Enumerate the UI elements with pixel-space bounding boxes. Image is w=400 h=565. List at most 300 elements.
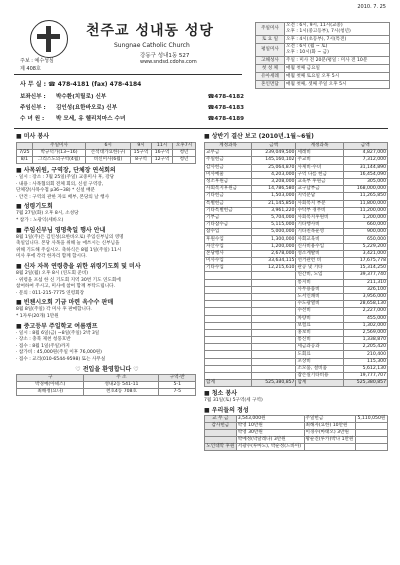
- table-cell: 455,000: [343, 315, 388, 322]
- table-cell: 16구역: [152, 150, 173, 157]
- table-cell: [205, 286, 252, 293]
- table-cell: [205, 322, 252, 329]
- meeting-body: [16, 175, 198, 201]
- table-cell: 박예정(막달레나) 3만원: [236, 436, 304, 443]
- text-line: · 접수 : 8월 1일(주일)까지: [16, 343, 70, 349]
- staff-name: 김인성(요한바오로) 신부: [56, 105, 118, 111]
- text-line: * 1자루(20개) 1만원: [16, 313, 59, 319]
- text-line: 단체장(사목수첩 p36~38) * 신설 배분: [16, 188, 95, 194]
- finance-table: [204, 142, 388, 387]
- schedule-label: 평일미사: [256, 44, 285, 57]
- table-cell: 4,827,000: [343, 150, 388, 157]
- staff-role: 수 녀 원 :: [20, 116, 45, 122]
- table-cell: 15,314,250: [343, 265, 388, 272]
- table-row: [205, 329, 388, 336]
- table-cell: 수선비: [296, 308, 343, 315]
- table-cell: 감사헌금: [205, 164, 252, 171]
- church-website[interactable]: www.sndsd.cdohs.com: [140, 59, 197, 65]
- issue-date: 2010. 7. 25: [357, 4, 386, 10]
- table-cell: 525,380,857: [252, 380, 296, 387]
- table-row: [205, 301, 388, 308]
- table-cell: 5,229,200: [343, 243, 388, 250]
- table-row: [205, 436, 388, 443]
- table-cell: 1,302,000: [343, 322, 388, 329]
- table-cell: 기부금: [205, 214, 252, 221]
- table-cell: 박영 10만원: [236, 422, 304, 429]
- table-cell: 3,543,000원: [236, 415, 304, 422]
- table-cell: [205, 351, 252, 358]
- table-row: [205, 186, 388, 193]
- table-cell: 세레비: [296, 150, 343, 157]
- table-cell: 사제비·수녀: [296, 164, 343, 171]
- cleaning-title: ■ 청소 봉사: [204, 390, 238, 398]
- church-subtitle: Sungnae Catholic Church: [114, 42, 190, 49]
- table-cell: 19,777,707: [343, 373, 388, 380]
- table-row: [205, 193, 388, 200]
- staff-name: 박 모세, 유 헬리치마스 수녀: [56, 116, 126, 122]
- table-cell: 연간비, 노임: [296, 272, 343, 279]
- table-row: [205, 293, 388, 300]
- table-cell: 660,000: [343, 222, 388, 229]
- table-cell: 1,200,000: [343, 214, 388, 221]
- table-cell: 28,658,130: [343, 301, 388, 308]
- table-cell: [252, 358, 296, 365]
- table-row: [205, 236, 388, 243]
- table-header-cell: 9시: [131, 143, 152, 150]
- schedule-row: [256, 23, 390, 36]
- schedule-row: [256, 73, 390, 81]
- table-cell: 지역분담: [296, 193, 343, 200]
- table-cell: [252, 293, 296, 300]
- staff-role: 보좌신부 :: [20, 94, 46, 100]
- table-row: [205, 250, 388, 257]
- text-line: · 참가비 : 45,000원(주일 이후 76,000원): [16, 350, 102, 356]
- table-cell: [205, 358, 252, 365]
- table-cell: 수도광열비: [296, 301, 343, 308]
- table-cell: [205, 279, 252, 286]
- table-cell: [356, 429, 388, 436]
- table-row: [205, 286, 388, 293]
- text-line: 참여하여 주시고, 미사에 참여 함께 부탁드립니다.: [16, 284, 115, 290]
- schedule-text: 오후 : 4시(초등부), 7시(특전): [285, 36, 390, 44]
- table-cell: 최해자(요한) 10만원: [304, 422, 356, 429]
- table-cell: 통신비: [296, 337, 343, 344]
- table-cell: 천호4동 708호: [84, 389, 159, 396]
- table-cell: 기타행사비: [296, 222, 343, 229]
- table-row: [205, 315, 388, 322]
- table-cell: 14,786,580: [252, 186, 296, 193]
- table-cell: 차량비: [296, 315, 343, 322]
- table-row: [205, 258, 388, 265]
- staff-phone: 478-4182: [214, 94, 244, 100]
- prayer-body: [16, 211, 198, 224]
- table-cell: 교무금: [205, 150, 252, 157]
- table-cell: 성소계발비: [296, 250, 343, 257]
- table-row: [17, 389, 196, 396]
- table-row: [205, 422, 388, 429]
- mass-schedule-table: [255, 22, 390, 89]
- table-cell: 금액: [252, 143, 296, 150]
- table-cell: 1,338,870: [343, 337, 388, 344]
- table-cell: [205, 308, 252, 315]
- table-cell: 5,704,000: [252, 214, 296, 221]
- table-header-cell: [17, 143, 33, 150]
- table-cell: 8/1: [17, 157, 33, 164]
- table-cell: [205, 337, 252, 344]
- table-row: [205, 150, 388, 157]
- church-logo: [30, 20, 68, 58]
- table-cell: 1,300,000: [252, 236, 296, 243]
- table-cell: 그리스도의구역(4월): [32, 157, 85, 164]
- table-cell: [205, 373, 252, 380]
- text-line: 위해 기도해 주십시오. 축하식은 8월 1일(주일) 11시: [16, 247, 122, 253]
- table-cell: 계정과목: [205, 143, 252, 150]
- text-line: · 일시 : 8월 6일(금) ~8일(주일) 2박 3일: [16, 330, 100, 336]
- table-cell: 청년: [173, 157, 196, 164]
- table-cell: 교구납부금: [296, 186, 343, 193]
- left-column: [16, 133, 198, 396]
- table-header-cell: 주 소: [84, 375, 159, 382]
- table-header-cell: 구: [17, 375, 84, 382]
- table-cell: 31,144,890: [343, 164, 388, 171]
- table-cell: 주일헌금: [205, 157, 252, 164]
- office-phone-row: [20, 79, 141, 88]
- table-cell: 8구역: [131, 157, 152, 164]
- table-cell: 기타잡수금: [205, 222, 252, 229]
- table-cell: 박경예(아녜스): [17, 382, 84, 389]
- table-row: [17, 382, 196, 389]
- table-cell: 168,000,000: [343, 186, 388, 193]
- table-cell: 기타수입: [205, 265, 252, 272]
- table-cell: 기타친목운영: [296, 229, 343, 236]
- text-line: · 일시 : 장소 : 7월 25일(주일) 교중미사 후, 강당: [16, 175, 115, 180]
- table-cell: [205, 429, 237, 436]
- table-cell: 211,310: [343, 279, 388, 286]
- table-cell: 650,000: [343, 236, 388, 243]
- table-cell: 15구역: [131, 150, 152, 157]
- staff-row: [20, 92, 244, 103]
- text-line: · 접수 : 교리(010-6544-9598) 또는 사무실: [16, 356, 106, 362]
- table-row: [205, 429, 388, 436]
- text-line: 8월 8일(주일) 각 미사 후 판매합니다.: [16, 307, 92, 313]
- table-cell: 도서인쇄비: [296, 293, 343, 300]
- table-row: [205, 365, 388, 372]
- table-row: [205, 279, 388, 286]
- schedule-row: [256, 57, 390, 65]
- text-line: 8월 2일(월) 오후 8시 (연도회 준비): [16, 270, 89, 276]
- table-cell: 사회복지 부분: [296, 200, 343, 207]
- table-cell: 감사헌금: [205, 422, 237, 429]
- text-line: 7월 31일(토) 5구역(세 구역): [204, 398, 263, 404]
- table-cell: 황순진(루카)박나 1만원: [304, 436, 356, 443]
- table-cell: 145,160,102: [252, 157, 296, 164]
- table-row: [205, 443, 388, 450]
- schedule-row: [256, 44, 390, 57]
- table-cell: [252, 279, 296, 286]
- schedule-text: 주일 : 미사 전 20분/평일 : 미사 전 10분: [285, 57, 390, 65]
- table-header-row: [17, 375, 196, 382]
- table-header-row: [17, 143, 196, 150]
- table-cell: 홍보비: [296, 329, 343, 336]
- feast-title: ■ 주임신부님 영명축일 행사 안내: [16, 226, 106, 234]
- table-cell: 박영 30만원: [236, 429, 304, 436]
- table-row: [205, 178, 388, 185]
- table-row: [205, 272, 388, 279]
- schedule-row: [256, 81, 390, 89]
- text-line: * 참가 : 노광익(세바오): [16, 217, 64, 223]
- corn-sale-body: [16, 307, 198, 320]
- table-cell: [252, 322, 296, 329]
- table-cell: 이경수(마태오) 3만원: [304, 429, 356, 436]
- table-cell: 기타특별헌금: [205, 207, 252, 214]
- table-cell: [356, 436, 388, 443]
- table-cell: 525,380,857: [343, 380, 388, 387]
- table-cell: 5-1: [159, 382, 196, 389]
- offering-table: [204, 415, 388, 451]
- table-header-cell: 주일미사: [32, 143, 85, 150]
- table-cell: [252, 329, 296, 336]
- table-cell: [252, 308, 296, 315]
- schedule-label: 혼인면담: [256, 81, 285, 89]
- table-cell: 미사예물: [205, 171, 252, 178]
- table-cell: [252, 365, 296, 372]
- table-cell: 210,400: [343, 351, 388, 358]
- table-cell: [252, 286, 296, 293]
- phone-icon: ☎: [207, 105, 215, 111]
- table-cell: [252, 315, 296, 322]
- table-cell: [304, 443, 356, 450]
- table-cell: 사회교육비: [296, 236, 343, 243]
- table-row: [205, 308, 388, 315]
- table-cell: 3,421,000: [343, 250, 388, 257]
- table-cell: 5,000,000: [252, 229, 296, 236]
- table-cell: 합계: [296, 380, 343, 387]
- table-cell: 900,000: [343, 229, 388, 236]
- table-cell: 포상비: [296, 358, 343, 365]
- mass-intention-table: [16, 142, 196, 164]
- welcome-table: [16, 374, 196, 396]
- table-cell: [356, 422, 388, 429]
- table-cell: 1,503,000: [252, 193, 296, 200]
- table-cell: 비신미사(6월): [86, 157, 131, 164]
- schedule-label: 주일미사: [256, 23, 285, 36]
- staff-phone: 478-4189: [214, 116, 244, 122]
- schedule-row: [256, 36, 390, 44]
- phone-icon: ☎: [207, 94, 215, 100]
- staff-role: 주임신부 :: [20, 105, 46, 111]
- table-cell: 미사수입: [205, 258, 252, 265]
- table-cell: 11,800,000: [343, 200, 388, 207]
- table-cell: 교육부 후원금: [296, 178, 343, 185]
- phone-icon: ☎: [207, 116, 215, 122]
- welcome-title: ♡ 전입을 환영합니다 ♡: [75, 366, 139, 374]
- staff-list: [20, 92, 244, 125]
- text-line: · 위령을 포섭 한 신 기도회 지역 30번 기도 연도회에: [16, 277, 121, 283]
- table-cell: 신사비용수입: [296, 243, 343, 250]
- text-line: 축일입니다. 본당 사목을 위해 늘 애쓰시는 신부님을: [16, 241, 120, 247]
- table-cell: 2,678,000: [252, 250, 296, 257]
- table-row: [205, 200, 388, 207]
- table-row: [205, 164, 388, 171]
- table-cell: 잡수입: [205, 229, 252, 236]
- table-row: [205, 344, 388, 351]
- table-cell: 239,049,500: [252, 150, 296, 157]
- divider: [14, 74, 242, 75]
- table-row: [205, 373, 388, 380]
- schedule-row: [256, 65, 390, 73]
- table-cell: 21,145,850: [252, 200, 296, 207]
- text-line: · 장소 : 충북 제천 청풍호반: [16, 337, 71, 343]
- table-row: [205, 243, 388, 250]
- phone-icon: ☎: [48, 81, 56, 88]
- table-cell: 11,265,850: [343, 193, 388, 200]
- divider: [14, 128, 388, 129]
- text-line: · 안건 : 구역의 관한 자료 배부, 본당의 날 행사: [16, 194, 110, 200]
- table-cell: [205, 344, 252, 351]
- text-line: 미사 후에 각각 한자리 함께 합시다.: [16, 254, 87, 260]
- table-cell: 노인대학 후원: [206, 443, 235, 449]
- table-cell: 3,208,000: [252, 178, 296, 185]
- table-row: [205, 322, 388, 329]
- table-cell: 서광수(루마노), 박순정(느바아): [236, 443, 304, 450]
- cleaning-body: [204, 398, 390, 405]
- table-cell: [252, 337, 296, 344]
- table-cell: 구역 다름 헌금: [296, 171, 343, 178]
- corn-sale-title: ■ 빈첸시오회 기금 마련 옥수수 판매: [16, 299, 114, 307]
- table-row: [205, 157, 388, 164]
- schedule-text: 오전 : 6시 (월 ~ 토) 오후 : 10시(화 ~ 금): [285, 44, 390, 57]
- offering-title: ■ 우리들의 정성: [204, 406, 249, 414]
- table-cell: 선거관련 비: [296, 258, 343, 265]
- schedule-text: 매월 첫째 토요일 오후 5시: [285, 73, 390, 81]
- table-cell: 5,115,000: [252, 222, 296, 229]
- table-cell: [205, 436, 237, 443]
- table-cell: 주일헌금: [304, 415, 356, 422]
- mass-intention-title: ■ 미사 봉사: [16, 133, 50, 140]
- table-cell: 관공 및 기타: [296, 265, 343, 272]
- table-row: [205, 380, 388, 387]
- right-column: [204, 133, 390, 451]
- table-header-cell: 6시: [86, 143, 131, 150]
- table-cell: [252, 351, 296, 358]
- table-cell: 12,215,610: [252, 265, 296, 272]
- staff-row: [20, 114, 244, 125]
- table-cell: 17,675,778: [343, 258, 388, 265]
- table-cell: 7/25: [17, 150, 33, 157]
- office-label: 사 무 실 :: [20, 81, 47, 88]
- staff-name: 박수환(치릴로) 신부: [56, 94, 107, 100]
- table-row: [17, 150, 196, 157]
- table-cell: 사무용품비: [296, 286, 343, 293]
- schedule-label: 토 요 일: [256, 36, 285, 44]
- schedule-text: 매월 첫째 금요일: [285, 65, 390, 73]
- table-cell: 본당행사: [205, 250, 252, 257]
- memorial-title: ■ 신자 자목 연령층을 위한 위령기도회 및 미사: [16, 262, 141, 270]
- table-cell: 계정과목: [296, 143, 343, 150]
- table-cell: 4,203,000: [252, 171, 296, 178]
- table-cell: [252, 344, 296, 351]
- table-row: [205, 415, 388, 422]
- table-row: [205, 358, 388, 365]
- table-cell: 최해정(요나): [17, 389, 84, 396]
- schedule-text: 매월 첫째, 셋째 주일 오후 5시: [285, 81, 390, 89]
- table-row: [205, 207, 388, 214]
- staff-phone: 478-4183: [214, 105, 244, 111]
- table-cell: 성소후원금: [205, 178, 252, 185]
- table-row: [17, 157, 196, 164]
- table-row: [205, 143, 388, 150]
- table-cell: 326,100: [343, 286, 388, 293]
- table-row: [205, 222, 388, 229]
- table-cell: 소모품, 설비품: [296, 365, 343, 372]
- table-cell: 2,227,000: [343, 308, 388, 315]
- table-cell: 후원수입: [205, 236, 252, 243]
- table-header-cell: 구역-반: [159, 375, 196, 382]
- schedule-label: 고해성사: [256, 57, 285, 65]
- finance-title: ■ 상반기 결산 보고 (2010년.1월~6월): [204, 133, 314, 140]
- table-cell: 16,454,090: [343, 171, 388, 178]
- table-cell: 3,961,220: [252, 207, 296, 214]
- text-line: 7월 27일(화) 오후 8시, 소성당: [16, 211, 79, 217]
- church-address: 강동구 성내1동 527: [140, 53, 190, 59]
- table-cell: 수탁부 경무비: [296, 207, 343, 214]
- table-cell: 사회복지후원비: [296, 214, 343, 221]
- table-cell: 주교비: [296, 157, 343, 164]
- table-cell: 사회복지후원금: [205, 186, 252, 193]
- table-cell: 통지비: [296, 279, 343, 286]
- table-cell: 교 무 금: [205, 415, 237, 422]
- table-cell: [205, 365, 252, 372]
- feast-body: [16, 235, 198, 261]
- church-title: 천주교 성내동 성당: [86, 23, 214, 39]
- table-cell: 도회료: [296, 351, 343, 358]
- camp-title: ■ 중고등부 주일학교 여름캠프: [16, 322, 98, 330]
- text-line: · 내용 : 사목협의회 전체 회의, 신설 구역장,: [16, 181, 104, 187]
- table-cell: [252, 272, 296, 279]
- table-cell: 자산수입: [205, 243, 252, 250]
- table-cell: 금액: [343, 143, 388, 150]
- cross-icon: [46, 26, 51, 52]
- memorial-body: [16, 271, 198, 297]
- table-cell: 손석대가요한(구): [86, 150, 131, 157]
- prayer-title: ■ 성령기도회: [16, 203, 53, 211]
- schedule-text: 오전 : 6시, 9시, 11시(교중) 오후 : 1시(중고등부), 7시(청년): [285, 23, 390, 36]
- table-header-cell: 11시: [152, 143, 173, 150]
- table-cell: 115,300: [343, 358, 388, 365]
- schedule-label: 유아세례: [256, 73, 285, 81]
- table-cell: [356, 443, 388, 450]
- table-cell: [205, 293, 252, 300]
- table-cell: 보험료: [296, 322, 343, 329]
- table-row: [205, 171, 388, 178]
- issue-number: 제 408호: [20, 66, 41, 72]
- table-row: [205, 265, 388, 272]
- table-cell: 기타헌금: [205, 193, 252, 200]
- table-cell: 12구역: [152, 157, 173, 164]
- table-cell: 청년: [173, 150, 196, 157]
- table-cell: [252, 373, 296, 380]
- meeting-title: ■ 사목위원, 구역장, 단체장 연석회의: [16, 167, 116, 174]
- table-cell: [205, 329, 252, 336]
- camp-body: [16, 331, 198, 364]
- table-cell: [252, 301, 296, 308]
- table-cell: 박규덕가(13~16): [32, 150, 85, 157]
- table-cell: 잡손실기타비용: [296, 373, 343, 380]
- table-cell: 성내2동 541-11: [84, 382, 159, 389]
- table-cell: [205, 272, 252, 279]
- staff-row: [20, 103, 244, 114]
- table-cell: 39,377,740: [343, 272, 388, 279]
